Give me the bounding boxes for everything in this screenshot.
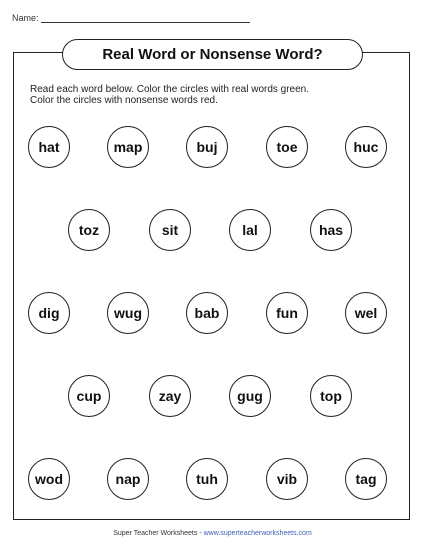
word-circle[interactable]: wel [345,292,387,334]
instructions-line-2: Color the circles with nonsense words red. [30,95,218,106]
footer-link[interactable]: www.superteacherworksheets.com [203,530,312,537]
word-circle[interactable]: dig [28,292,70,334]
word-circle[interactable]: zay [149,375,191,417]
word-circle[interactable]: bab [186,292,228,334]
word-circle[interactable]: top [310,375,352,417]
word-circle[interactable]: fun [266,292,308,334]
word-circle[interactable]: map [107,126,149,168]
worksheet-frame [13,52,410,520]
word-circle[interactable]: toz [68,209,110,251]
word-circle[interactable]: buj [186,126,228,168]
word-circle[interactable]: sit [149,209,191,251]
word-circle[interactable]: gug [229,375,271,417]
word-circle[interactable]: tag [345,458,387,500]
name-label: Name: [12,13,39,23]
word-circle[interactable]: vib [266,458,308,500]
footer [0,530,425,537]
word-circle[interactable]: has [310,209,352,251]
word-circle[interactable]: cup [68,375,110,417]
word-circle[interactable]: huc [345,126,387,168]
word-circle[interactable]: toe [266,126,308,168]
word-circle[interactable]: nap [107,458,149,500]
footer-separator: - [197,530,204,537]
footer-brand: Super Teacher Worksheets [113,530,198,537]
word-circle[interactable]: wod [28,458,70,500]
word-circle[interactable]: hat [28,126,70,168]
instructions-line-1: Read each word below. Color the circles with real words green. [30,84,310,95]
name-field [12,13,250,23]
word-circle[interactable]: lal [229,209,271,251]
word-circle[interactable]: wug [107,292,149,334]
worksheet-title: Real Word or Nonsense Word? [62,39,363,70]
instructions [30,84,309,106]
word-circle[interactable]: tuh [186,458,228,500]
name-line[interactable] [41,13,250,23]
